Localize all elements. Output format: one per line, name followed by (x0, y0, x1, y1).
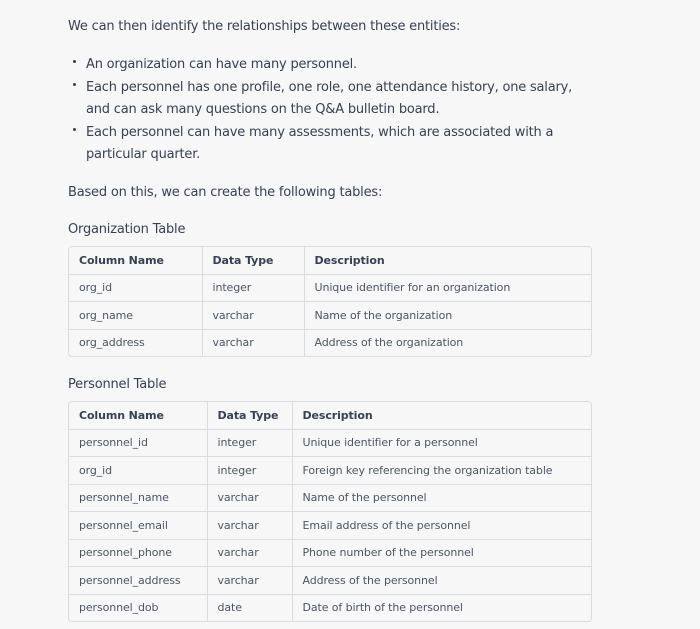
table-cell: personnel_id (69, 429, 207, 457)
table-cell: date (207, 594, 292, 621)
table-row (69, 484, 591, 512)
table-header-row (69, 402, 591, 429)
table-header-cell: Description (304, 247, 591, 274)
table-cell: personnel_dob (69, 594, 207, 621)
table-cell: personnel_email (69, 512, 207, 540)
table-cell: varchar (207, 484, 292, 512)
table-cell: personnel_address (69, 567, 207, 595)
list-item: Each personnel can have many assessments, which are associated with a particular quarter. (68, 122, 590, 167)
relationships-list (68, 54, 590, 167)
table-row (69, 594, 591, 621)
table-cell: integer (207, 457, 292, 485)
table-header-cell: Data Type (207, 402, 292, 429)
table-row (69, 567, 591, 595)
table-header-cell: Description (292, 402, 591, 429)
table-row (69, 512, 591, 540)
table-cell: personnel_name (69, 484, 207, 512)
personnel-table-title: Personnel Table (68, 377, 167, 392)
list-item: Each personnel has one profile, one role, one attendance history, one salary, and can ask many questions on the Q&A bulletin board. (68, 77, 590, 122)
table-cell: varchar (207, 512, 292, 540)
table-header-cell: Column Name (69, 247, 202, 274)
table-cell: org_id (69, 457, 207, 485)
table-cell: Phone number of the personnel (292, 539, 591, 567)
table-row (69, 274, 591, 302)
table-cell: integer (202, 274, 304, 302)
table-cell: Date of birth of the personnel (302, 601, 463, 615)
table-cell: Foreign key referencing the organization table (292, 457, 591, 485)
organization-table (68, 246, 592, 357)
table-row (69, 429, 591, 457)
list-item: An organization can have many personnel. (68, 54, 590, 77)
table-cell: Email address of the personnel (292, 512, 591, 540)
table-row (69, 457, 591, 485)
table-cell: varchar (202, 329, 304, 356)
table-cell: Address of the organization (314, 336, 464, 350)
organization-table-title: Organization Table (68, 222, 186, 237)
intro-text: We can then identify the relationships between these entities: (68, 19, 461, 34)
personnel-table (68, 401, 592, 622)
table-header-cell: Column Name (69, 402, 207, 429)
table-cell: varchar (207, 539, 292, 567)
table-cell: Unique identifier for an organization (304, 274, 591, 302)
table-cell: Name of the personnel (292, 484, 591, 512)
table-row (69, 539, 591, 567)
based-on-text: Based on this, we can create the following tables: (68, 185, 383, 200)
table-header-cell: Data Type (202, 247, 304, 274)
table-cell: personnel_phone (69, 539, 207, 567)
table-cell: varchar (207, 567, 292, 595)
table-cell: Unique identifier for a personnel (292, 429, 591, 457)
table-cell: Name of the organization (304, 302, 591, 330)
table-row (69, 302, 591, 330)
table-cell: varchar (202, 302, 304, 330)
table-row (69, 329, 591, 356)
table-cell: Address of the personnel (292, 567, 591, 595)
table-cell: integer (207, 429, 292, 457)
table-cell: org_id (69, 274, 202, 302)
table-header-row (69, 247, 591, 274)
table-cell: org_name (69, 302, 202, 330)
table-cell: org_address (69, 329, 202, 356)
